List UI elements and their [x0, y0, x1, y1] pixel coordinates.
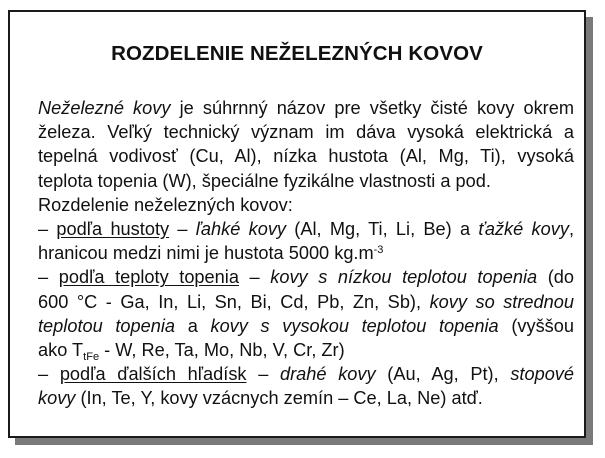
page-title: ROZDELENIE NEŽELEZNÝCH KOVOV — [111, 42, 483, 65]
melting-line-1: – podľa teploty topenia – kovy s nízkou teplotou topenia (do — [38, 267, 574, 288]
subheading: Rozdelenie neželezných kovov: — [38, 194, 293, 215]
info-box — [8, 10, 586, 438]
criterion-melting: podľa teploty topenia — [58, 267, 239, 288]
melting-line-3: teplotou topenia a kovy s vysokou teplotou topenia (vyššou — [38, 315, 574, 336]
criterion-density: podľa hustoty — [56, 219, 170, 240]
density-line-1: – podľa hustoty – ľahké kovy (Al, Mg, Ti, Li, Be) a ťažké kovy, — [38, 219, 575, 240]
intro-line-4: teplota topenia (W), špeciálne fyzikálne vlastnosti a pod. — [38, 170, 491, 191]
melting-line-2: 600 °C - Ga, In, Li, Sn, Bi, Cd, Pb, Zn, Sb), kovy so strednou — [38, 291, 574, 312]
intro-line-2: železa. Veľký technický význam im dáva vysoká elektrická a — [38, 122, 574, 143]
intro-line-1: Neželezné kovy je súhrnný názov pre všetky čisté kovy okrem — [38, 98, 574, 118]
other-line-1: – podľa ďalších hľadísk – drahé kovy (Au, Ag, Pt), stopové — [38, 364, 575, 385]
text-body — [38, 96, 574, 411]
criterion-other: podľa ďalších hľadísk — [59, 364, 247, 385]
other-line-2: kovy (In, Te, Y, kovy vzácnych zemín – Ce, La, Ne) atď. — [38, 388, 483, 409]
term-nonferrous: Neželezné kovy — [38, 98, 171, 118]
melting-line-4: ako $T_{tFe}$ - W, Re, Ta, Mo, Nb, V, Cr, Zr) — [38, 340, 345, 364]
density-line-2: hranicou medzi nimi je hustota 5000 $kg.m^{-3}$ — [38, 243, 384, 264]
intro-line-3: tepelná vodivosť (Cu, Al), nízka hustota (Al, Mg, Ti), vysoká — [38, 146, 574, 167]
